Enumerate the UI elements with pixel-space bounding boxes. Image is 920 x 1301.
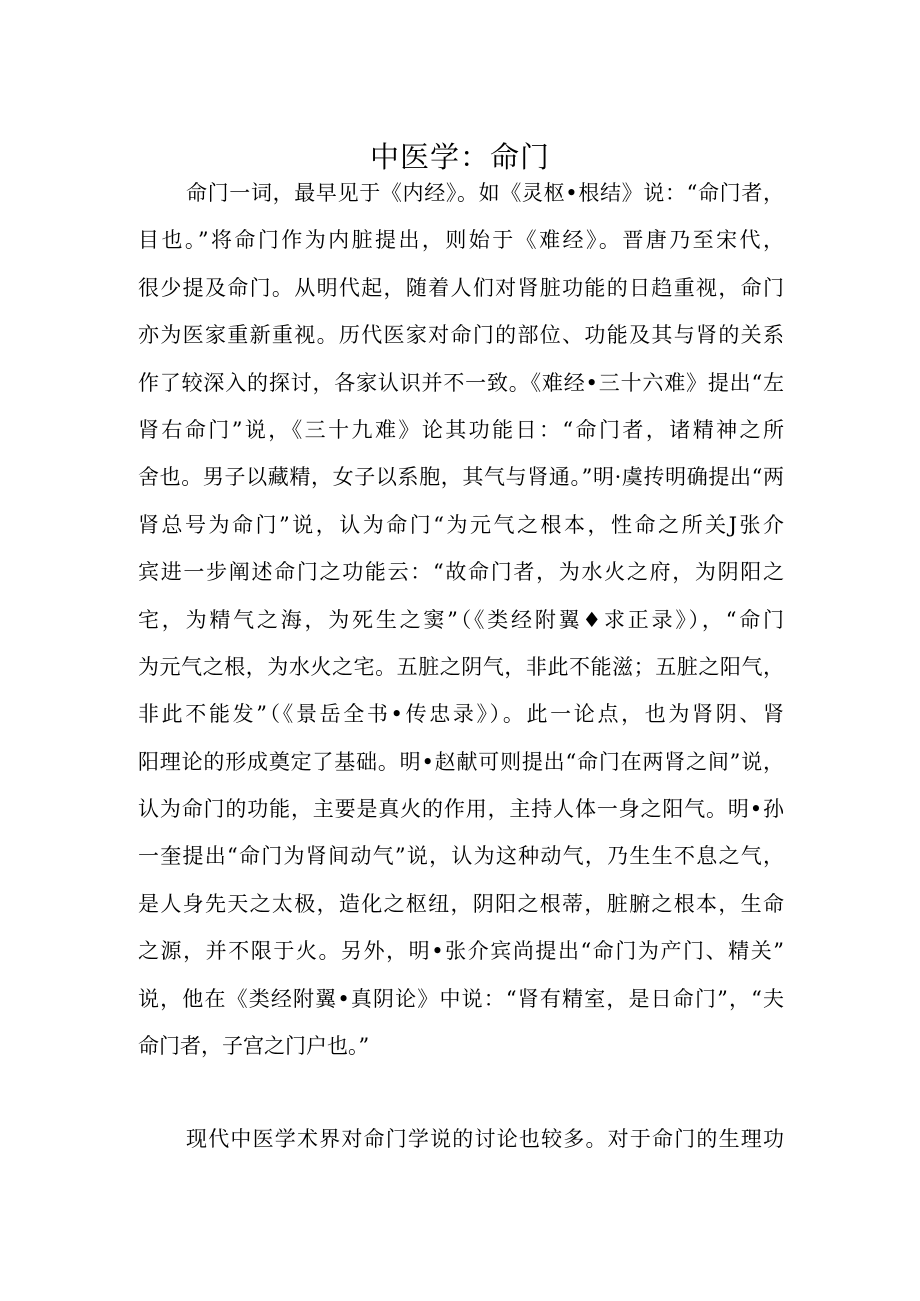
paragraph-1 <box>138 170 784 1070</box>
paragraph-line: 宾进一步阐述命门之功能云：“故命门者，为水火之府，为阴阳之 <box>138 560 784 585</box>
paragraph-line: 命门一词，最早见于《内经》。如《灵枢•根结》说：“命门者， <box>186 181 784 205</box>
paragraph-line: 目也。”将命门作为内脏提出，则始于《难经》。晋唐乃至宋代， <box>138 228 784 253</box>
paragraph-line: 很少提及命门。从明代起，随着人们对肾脏功能的日趋重视，命门 <box>138 275 784 300</box>
paragraph-line: 认为命门的功能，主要是真火的作用，主持人体一身之阳气。明•孙 <box>138 797 784 822</box>
paragraph-2 <box>138 1116 784 1163</box>
paragraph-line: 阳理论的形成奠定了基础。明•赵献可则提出“命门在两肾之间”说， <box>138 749 784 774</box>
paragraph-line: 舍也。男子以藏精，女子以系胞，其气与肾通。”明·虞抟明确提出“两 <box>138 465 784 490</box>
paragraph-line: 之源，并不限于火。另外，明•张介宾尚提出“命门为产门、精关” <box>138 939 784 964</box>
paragraph-line: 肾总号为命门”说，认为命门“为元气之根本，性命之所关J张介 <box>138 512 784 537</box>
paragraph-line: 是人身先天之太极，造化之枢纽，阴阳之根蒂，脏腑之根本，生命 <box>138 891 784 916</box>
paragraph-line: 说，他在《类经附翼•真阴论》中说：“肾有精室，是日命门”，“夫 <box>138 986 784 1011</box>
paragraph-line: 作了较深入的探讨，各家认识并不一致。《难经•三十六难》提出“左 <box>138 370 784 395</box>
paragraph-line: 非此不能发”（《景岳全书•传忠录》）。此一论点，也为肾阴、肾 <box>138 702 784 727</box>
paragraph-line: 肾右命门”说，《三十九难》论其功能日：“命门者，诸精神之所 <box>138 417 784 442</box>
paragraph-line: 现代中医学术界对命门学说的讨论也较多。对于命门的生理功 <box>186 1127 784 1151</box>
document-title: 中医学：命门 <box>369 140 550 174</box>
paragraph-line: 为元气之根，为水火之宅。五脏之阴气，非此不能滋；五脏之阳气， <box>138 654 784 679</box>
paragraph-line: 命门者，子宫之门户也。” <box>138 1034 370 1059</box>
paragraph-line: 亦为医家重新重视。历代医家对命门的部位、功能及其与肾的关系 <box>138 323 784 348</box>
paragraph-line: 一奎提出“命门为肾间动气”说，认为这种动气，乃生生不息之气， <box>138 844 784 869</box>
paragraph-line: 宅，为精气之海，为死生之窦”（《类经附翼♦求正录》），“命门 <box>138 607 784 632</box>
